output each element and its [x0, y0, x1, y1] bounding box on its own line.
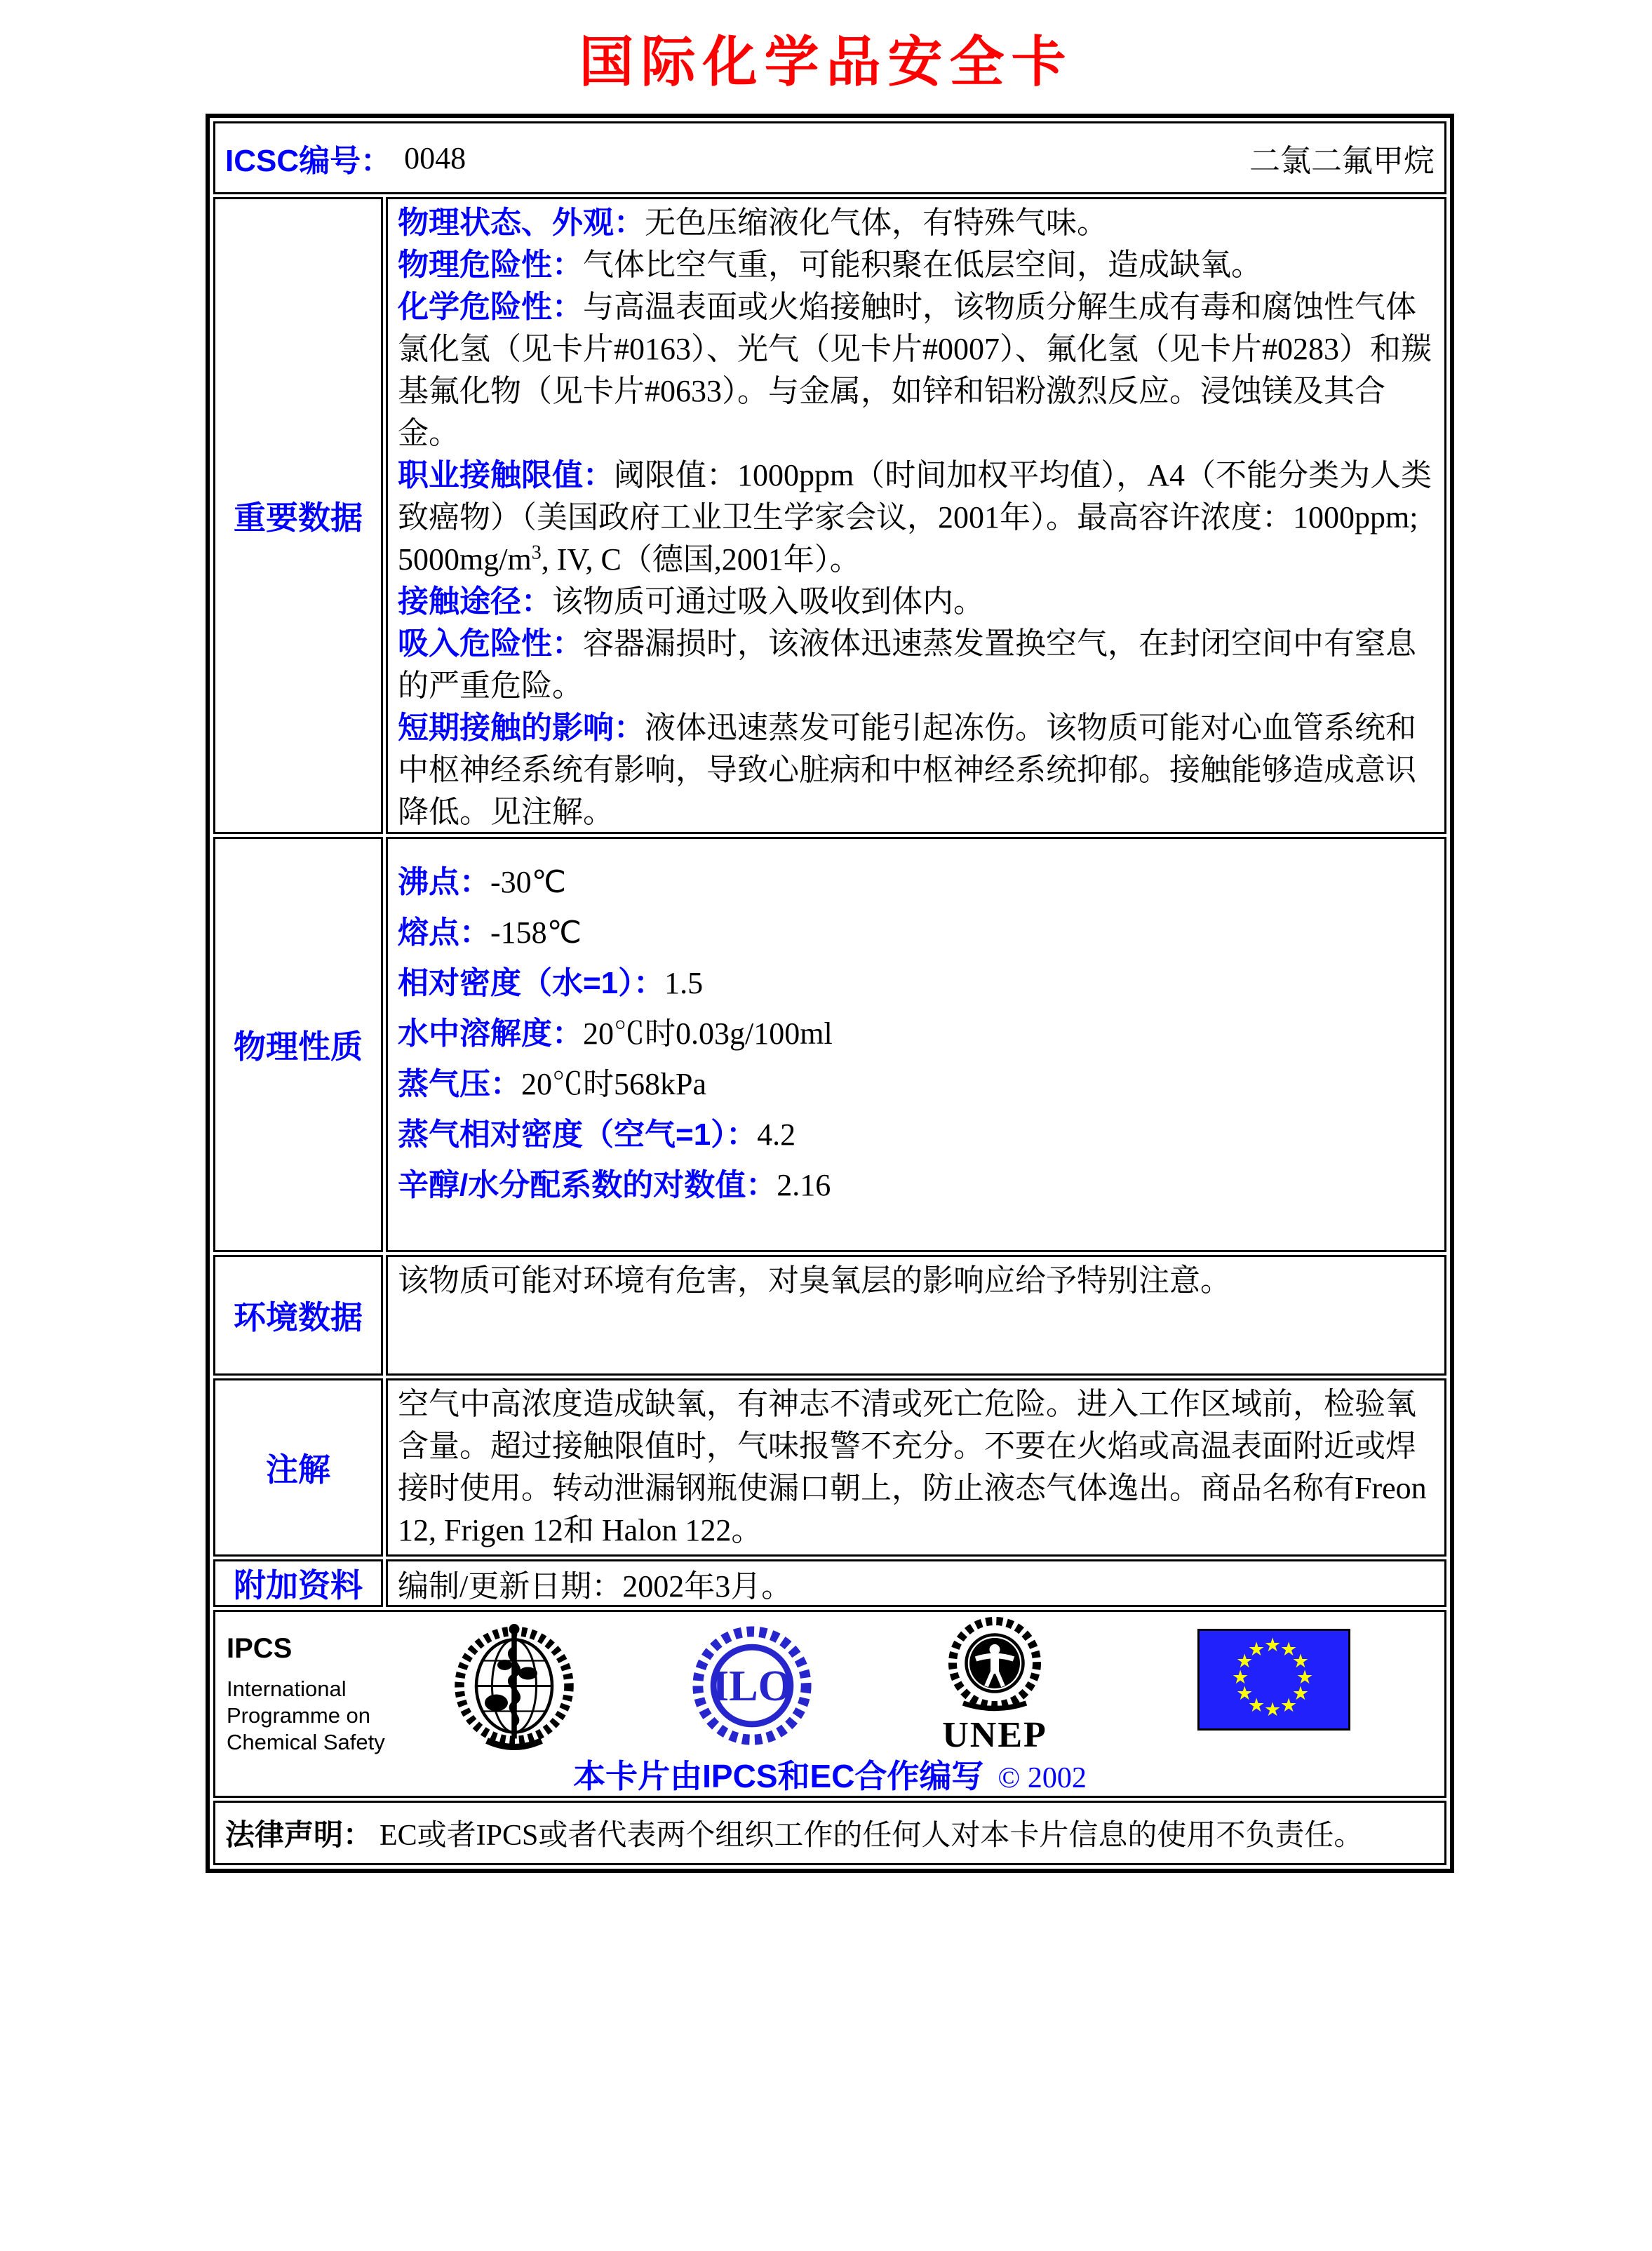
section-label-text: 环境数据 [234, 1299, 363, 1336]
eu-star-icon: ★ [1236, 1683, 1254, 1705]
section-physical-properties [213, 837, 1446, 1252]
notes-content: 空气中高浓度造成缺氧，有神志不清或死亡危险。进入工作区域前，检验氧含量。超过接触限值时，气味报警不充分。不要在火焰或高温表面附近或焊接时使用。转动泄漏钢瓶使漏口朝上，防止液态气体逸出。商品名称有Freon 12, Frigen 12和 Halon 122。 [386, 1378, 1446, 1557]
ilo-logo-icon [690, 1619, 814, 1760]
section-label-text: 重要数据 [234, 499, 363, 536]
eu-star-icon: ★ [1291, 1651, 1310, 1672]
data-item-line: 物理状态、外观：无色压缩液化气体，有特殊气味。 [398, 206, 1108, 240]
data-item-line: 接触途径：该物质可通过吸入吸收到体内。 [398, 584, 984, 619]
data-item-line: 物理危险性：气体比空气重，可能积聚在低层空间，造成缺氧。 [398, 248, 1262, 282]
eu-star-icon: ★ [1248, 1694, 1265, 1716]
unep-logo [921, 1615, 1068, 1753]
eu-flag-icon [1197, 1629, 1350, 1731]
ipcs-acronym: IPCS [227, 1633, 293, 1664]
section-label-environmental-data [213, 1255, 383, 1376]
logos-row [213, 1610, 1446, 1798]
data-item-line: 熔点：-158℃ [398, 915, 582, 950]
section-label-notes [213, 1378, 383, 1557]
data-item-line: 沸点：-30℃ [398, 865, 567, 899]
legal-label: 法律声明： [225, 1818, 373, 1851]
data-item-line: 水中溶解度：20℃时0.03g/100ml [398, 1016, 833, 1051]
eu-star-icon: ★ [1232, 1667, 1249, 1688]
section-label-important-data [213, 197, 383, 834]
eu-star-icon: ★ [1264, 1699, 1282, 1721]
section-notes [213, 1378, 1446, 1557]
data-item-line: 短期接触的影响：液体迅速蒸发可能引起冻伤。该物质可能对心血管系统和中枢神经系统有影响，导致心脏病和中枢神经系统抑郁。接触能够造成意识降低。见注解。 [398, 711, 1416, 829]
data-item-line: 职业接触限值：阈限值：1000ppm（时间加权平均值），A4（不能分类为人类致癌物）（美国政府工业卫生学家会议，2001年）。最高容许浓度：1000ppm; $5000mg/m^3$, IV, C（德国,2001年）。 [398, 458, 1432, 577]
eu-star-icon: ★ [1236, 1651, 1254, 1672]
section-label-text: 物理性质 [234, 1028, 363, 1065]
section-label-text: 注解 [266, 1451, 330, 1488]
data-item-line: 相对密度（水=1）：1.5 [398, 966, 704, 1000]
section-additional-info [213, 1559, 1446, 1607]
icsc-number-label: ICSC编号： [225, 144, 392, 178]
icsc-table [206, 114, 1454, 1873]
ipcs-line-3: Chemical Safety [227, 1730, 385, 1754]
logos-cell [213, 1610, 1446, 1798]
header-row [213, 121, 1446, 194]
eu-star-icon: ★ [1248, 1639, 1265, 1661]
icsc-number-value: 0048 [404, 140, 466, 175]
ipcs-text-block [227, 1633, 385, 1756]
section-label-additional-info [213, 1559, 383, 1607]
section-label-physical-properties [213, 837, 383, 1252]
eu-star-icon: ★ [1264, 1634, 1282, 1656]
eu-star-icon: ★ [1280, 1639, 1298, 1661]
legal-text: EC或者IPCS或者代表两个组织工作的任何人对本卡片信息的使用不负责任。 [380, 1820, 1364, 1852]
icsc-number-group [225, 135, 466, 180]
icsc-card-page [0, 18, 1652, 1873]
ipcs-line-2: Programme on [227, 1703, 371, 1728]
caption-text: 本卡片由IPCS和EC合作编写 [573, 1758, 984, 1794]
copyright-text: © 2002 [998, 1762, 1087, 1794]
eu-star-icon: ★ [1291, 1683, 1310, 1705]
data-item-line: 蒸气压：20℃时568kPa [398, 1067, 706, 1101]
page-title: 国际化学品安全卡 [579, 31, 1073, 93]
section-important-data [213, 197, 1446, 834]
section-label-text: 附加资料 [234, 1567, 363, 1604]
unep-logo-icon [932, 1615, 1058, 1720]
ipcs-line-1: International [227, 1677, 347, 1701]
data-item-line: 辛醇/水分配系数的对数值：2.16 [398, 1168, 831, 1202]
important-data-content [386, 197, 1446, 834]
eu-star-icon: ★ [1296, 1667, 1314, 1688]
additional-info-content: 编制/更新日期：2002年3月。 [386, 1559, 1446, 1607]
data-item-line: 化学危险性：与高温表面或火焰接触时，该物质分解生成有毒和腐蚀性气体氯化氢（见卡片#0163）、光气（见卡片#0007）、氟化氢（见卡片#0283）和羰基氟化物（见卡片#0633）。与金属，如锌和铝粉激烈反应。浸蚀镁及其合金。 [398, 290, 1432, 450]
physical-properties-content [386, 837, 1446, 1252]
legal-row [213, 1801, 1446, 1865]
data-item-line: 蒸气相对密度（空气=1）：4.2 [398, 1117, 796, 1152]
header-cell [213, 121, 1446, 194]
ilo-letters: ILO [711, 1661, 793, 1710]
section-environmental-data [213, 1255, 1446, 1376]
cooperation-caption [215, 1751, 1444, 1797]
environmental-data-content: 该物质可能对环境有危害，对臭氧层的影响应给予特别注意。 [386, 1255, 1446, 1376]
unep-wordmark: UNEP [942, 1715, 1047, 1755]
data-item-line: 吸入危险性：容器漏损时，该液体迅速蒸发置换空气，在封闭空间中有窒息的严重危险。 [398, 626, 1416, 703]
eu-star-icon: ★ [1280, 1694, 1298, 1716]
legal-cell [213, 1801, 1446, 1865]
substance-name: 二氯二氟甲烷 [1249, 144, 1435, 178]
who-logo-icon [451, 1619, 577, 1763]
